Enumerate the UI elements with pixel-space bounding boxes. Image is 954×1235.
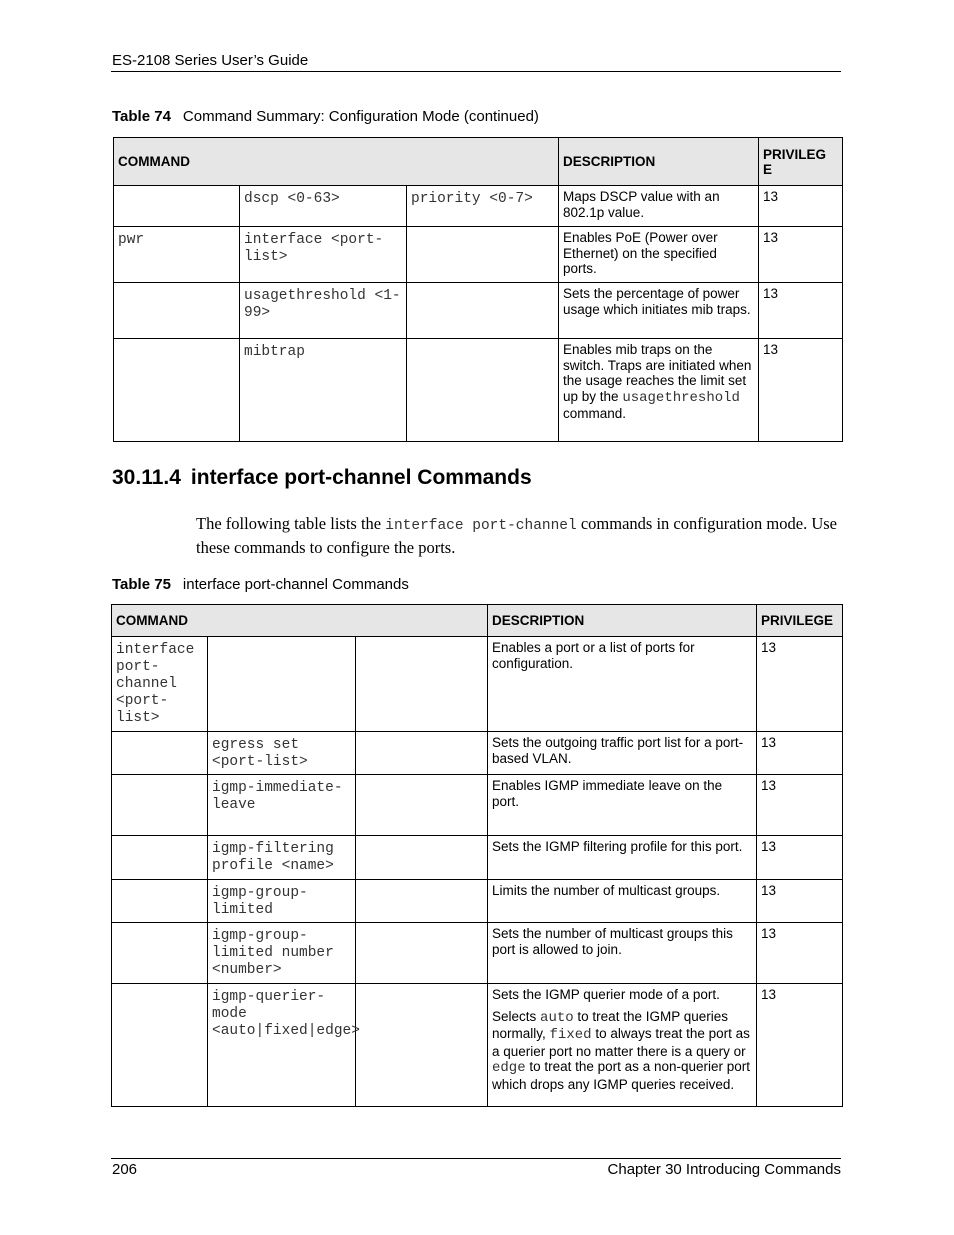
table75-header-privilege: PRIVILEGE bbox=[757, 605, 843, 637]
privilege-cell: 13 bbox=[757, 775, 843, 836]
description-text: Sets the IGMP querier mode of a port. bbox=[492, 987, 720, 1002]
table-row bbox=[114, 339, 843, 442]
argument-cell bbox=[407, 227, 559, 283]
table75-header-command: COMMAND bbox=[112, 605, 488, 637]
privilege-cell: 13 bbox=[759, 227, 843, 283]
intro-text: commands in configuration mode. Use these commands to configure the ports. bbox=[196, 514, 837, 557]
table74-header-privilege: PRIVILEG E bbox=[759, 138, 843, 186]
section-number: 30.11.4 bbox=[112, 466, 181, 489]
table74-caption-text: Command Summary: Configuration Mode (continued) bbox=[182, 108, 539, 125]
table-row bbox=[112, 637, 843, 732]
argument-cell bbox=[356, 637, 488, 732]
argument-cell bbox=[356, 775, 488, 836]
table74-header-command: COMMAND bbox=[114, 138, 559, 186]
command-cell bbox=[114, 339, 240, 442]
description-cell: Sets the number of multicast groups this port is allowed to join. bbox=[488, 923, 757, 984]
description-text: Selects bbox=[492, 1008, 537, 1024]
command-cell bbox=[112, 984, 208, 1107]
chapter-title: Chapter 30 Introducing Commands bbox=[607, 1161, 841, 1178]
description-text: Enables mib traps on the switch. Traps are initiated when the usage reaches the limit set up by the bbox=[563, 342, 752, 404]
description-cell: Maps DSCP value with an 802.1p value. bbox=[559, 186, 759, 227]
subcommand-cell: igmp-filtering profile <name> bbox=[208, 836, 356, 880]
description-cell bbox=[488, 984, 757, 1107]
table-row bbox=[112, 923, 843, 984]
argument-cell bbox=[407, 339, 559, 442]
running-header: ES-2108 Series User’s Guide bbox=[112, 52, 309, 69]
subcommand-cell: usagethreshold <1-99> bbox=[240, 283, 407, 339]
privilege-cell: 13 bbox=[757, 637, 843, 732]
command-cell bbox=[112, 836, 208, 880]
table75-header-description: DESCRIPTION bbox=[488, 605, 757, 637]
subcommand-cell: igmp-immediate-leave bbox=[208, 775, 356, 836]
command-cell bbox=[114, 283, 240, 339]
argument-cell bbox=[407, 283, 559, 339]
section-heading bbox=[112, 466, 532, 490]
description-text: to always treat the port as a querier port no matter there is a query or bbox=[492, 1026, 750, 1059]
description-cell: Limits the number of multicast groups. bbox=[488, 880, 757, 923]
table75-caption-label: Table 75 bbox=[112, 576, 171, 593]
table-row bbox=[114, 283, 843, 339]
page-number: 206 bbox=[112, 1161, 138, 1178]
description-cell: Sets the percentage of power usage which initiates mib traps. bbox=[559, 283, 759, 339]
command-cell bbox=[112, 775, 208, 836]
inline-code: fixed bbox=[549, 1027, 592, 1043]
subcommand-cell: mibtrap bbox=[240, 339, 407, 442]
argument-cell bbox=[356, 836, 488, 880]
subcommand-cell: dscp <0-63> bbox=[240, 186, 407, 227]
description-text: command. bbox=[563, 406, 627, 421]
privilege-cell: 13 bbox=[757, 880, 843, 923]
argument-cell: priority <0-7> bbox=[407, 186, 559, 227]
privilege-cell: 13 bbox=[757, 732, 843, 775]
privilege-cell: 13 bbox=[759, 186, 843, 227]
subcommand-cell: igmp-group-limited bbox=[208, 880, 356, 923]
description-cell bbox=[559, 339, 759, 442]
table-row bbox=[112, 775, 843, 836]
description-cell: Sets the outgoing traffic port list for a port-based VLAN. bbox=[488, 732, 757, 775]
table74-header-row bbox=[114, 138, 843, 186]
table-row bbox=[114, 186, 843, 227]
table74-caption bbox=[112, 108, 539, 125]
table-row bbox=[112, 732, 843, 775]
argument-cell bbox=[356, 880, 488, 923]
command-cell: pwr bbox=[114, 227, 240, 283]
inline-code: interface port-channel bbox=[385, 518, 577, 534]
header-rule bbox=[111, 71, 841, 72]
table75-header-row bbox=[112, 605, 843, 637]
subcommand-cell: igmp-group-limited number <number> bbox=[208, 923, 356, 984]
privilege-cell: 13 bbox=[759, 283, 843, 339]
table-row bbox=[112, 880, 843, 923]
section-title: interface port-channel Commands bbox=[190, 466, 532, 489]
table75-caption bbox=[112, 576, 409, 593]
description-cell: Sets the IGMP filtering profile for this port. bbox=[488, 836, 757, 880]
table74-caption-label: Table 74 bbox=[112, 108, 171, 125]
command-cell: interface port-channel <port-list> bbox=[112, 637, 208, 732]
table-row bbox=[112, 836, 843, 880]
privilege-cell: 13 bbox=[757, 836, 843, 880]
intro-paragraph bbox=[196, 513, 846, 558]
description-text: to treat the port as a non-querier port which drops any IGMP queries received. bbox=[492, 1059, 751, 1092]
inline-code: edge bbox=[492, 1060, 526, 1076]
description-paragraph bbox=[492, 1009, 752, 1093]
command-cell bbox=[112, 732, 208, 775]
inline-code: auto bbox=[540, 1009, 574, 1026]
privilege-cell: 13 bbox=[757, 984, 843, 1107]
description-cell: Enables a port or a list of ports for configuration. bbox=[488, 637, 757, 732]
inline-code: usagethreshold bbox=[622, 389, 740, 406]
command-cell bbox=[114, 186, 240, 227]
subcommand-cell: interface <port-list> bbox=[240, 227, 407, 283]
table-row bbox=[114, 227, 843, 283]
subcommand-cell: igmp-querier-mode <auto|fixed|edge> bbox=[208, 984, 356, 1107]
argument-cell bbox=[356, 984, 488, 1107]
description-text: to treat the IGMP queries normally, bbox=[492, 1008, 728, 1041]
subcommand-cell bbox=[208, 637, 356, 732]
table74-header-description: DESCRIPTION bbox=[559, 138, 759, 186]
table75 bbox=[111, 604, 843, 1107]
table74 bbox=[113, 137, 843, 442]
privilege-cell: 13 bbox=[757, 923, 843, 984]
footer-rule bbox=[111, 1158, 841, 1159]
command-cell bbox=[112, 880, 208, 923]
argument-cell bbox=[356, 732, 488, 775]
command-cell bbox=[112, 923, 208, 984]
argument-cell bbox=[356, 923, 488, 984]
privilege-cell: 13 bbox=[759, 339, 843, 442]
description-cell: Enables IGMP immediate leave on the port. bbox=[488, 775, 757, 836]
intro-text: The following table lists the bbox=[196, 514, 382, 533]
table-row bbox=[112, 984, 843, 1107]
table75-caption-text: interface port-channel Commands bbox=[182, 576, 409, 593]
subcommand-cell: egress set <port-list> bbox=[208, 732, 356, 775]
description-cell: Enables PoE (Power over Ethernet) on the specified ports. bbox=[559, 227, 759, 283]
